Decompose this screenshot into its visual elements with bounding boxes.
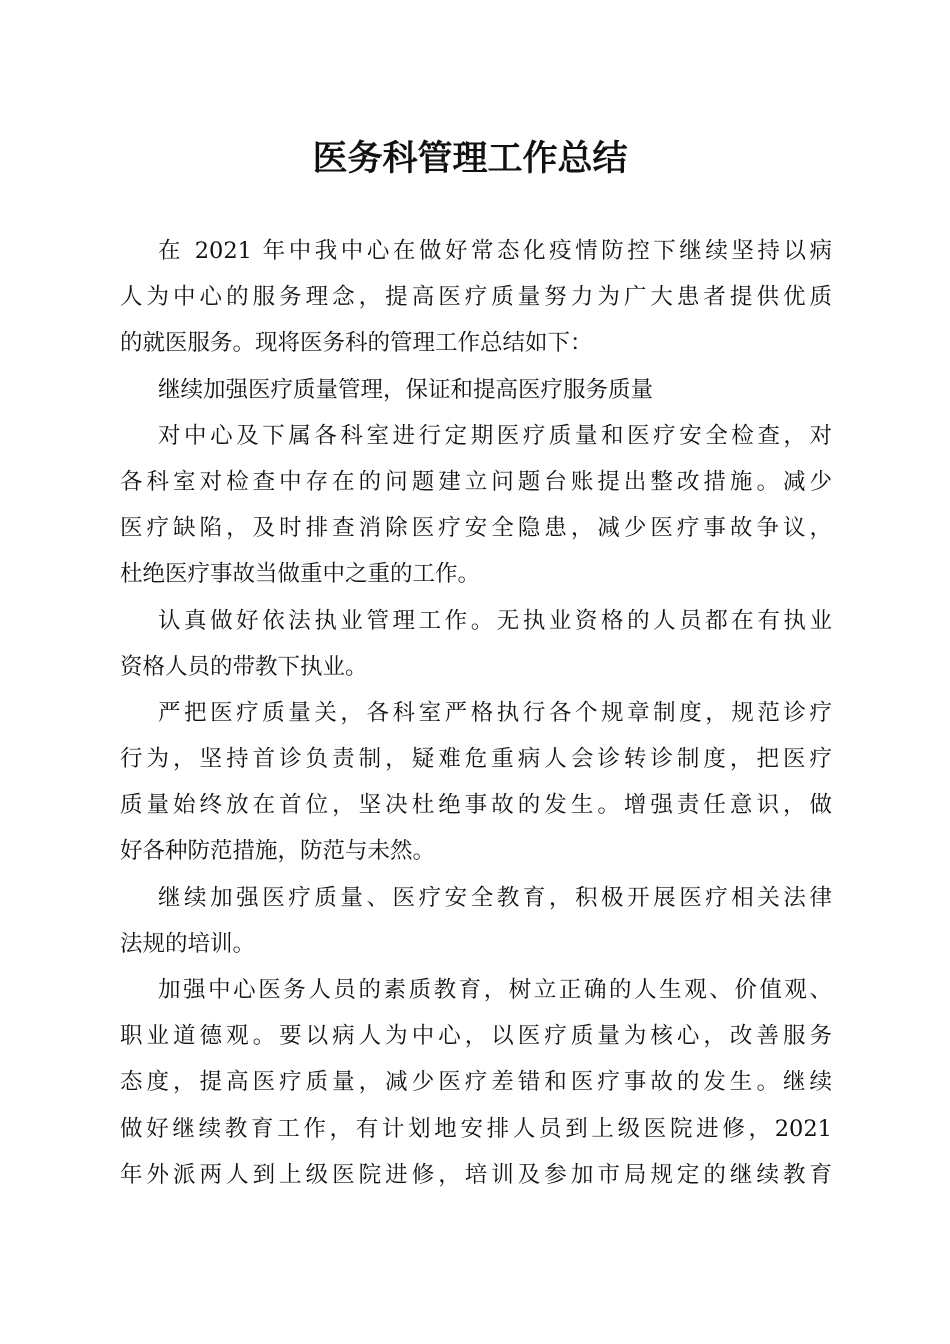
body-line: 职业道德观。要以病人为中心，以医疗质量为核心，改善服务	[120, 1023, 832, 1050]
document-body	[120, 228, 832, 1198]
body-line: 的就医服务。现将医务科的管理工作总结如下：	[120, 330, 593, 357]
body-line: 继续加强医疗质量、医疗安全教育，积极开展医疗相关法律	[158, 884, 832, 911]
body-line: 杜绝医疗事故当做重中之重的工作。	[120, 561, 481, 588]
body-line: 认真做好依法执业管理工作。无执业资格的人员都在有执业	[158, 607, 832, 634]
document-title: 医务科管理工作总结	[312, 138, 628, 179]
body-line: 行为，坚持首诊负责制，疑难危重病人会诊转诊制度，把医疗	[120, 746, 832, 773]
body-line: 资格人员的带教下执业。	[120, 653, 368, 680]
body-line: 法规的培训。	[120, 930, 256, 957]
body-line: 医疗缺陷，及时排查消除医疗安全隐患，减少医疗事故争议，	[120, 515, 832, 542]
body-line: 严把医疗质量关，各科室严格执行各个规章制度，规范诊疗	[158, 699, 832, 726]
body-line: 好各种防范措施，防范与未然。	[120, 838, 436, 865]
body-line: 各科室对检查中存在的问题建立问题台账提出整改措施。减少	[120, 468, 832, 495]
body-line: 质量始终放在首位，坚决杜绝事故的发生。增强责任意识，做	[120, 792, 832, 819]
body-line: 在 2021 年中我中心在做好常态化疫情防控下继续坚持以病	[158, 238, 832, 264]
body-line: 态度，提高医疗质量，减少医疗差错和医疗事故的发生。继续	[120, 1069, 832, 1096]
body-line: 做好继续教育工作，有计划地安排人员到上级医院进修，2021	[120, 1115, 832, 1142]
body-line: 人为中心的服务理念，提高医疗质量努力为广大患者提供优质	[120, 284, 832, 311]
section-heading: 继续加强医疗质量管理，保证和提高医疗服务质量	[158, 376, 654, 403]
body-line: 对中心及下属各科室进行定期医疗质量和医疗安全检查，对	[158, 422, 832, 449]
body-line: 年外派两人到上级医院进修，培训及参加市局规定的继续教育	[120, 1161, 832, 1188]
body-line: 加强中心医务人员的素质教育，树立正确的人生观、价值观、	[158, 977, 832, 1003]
